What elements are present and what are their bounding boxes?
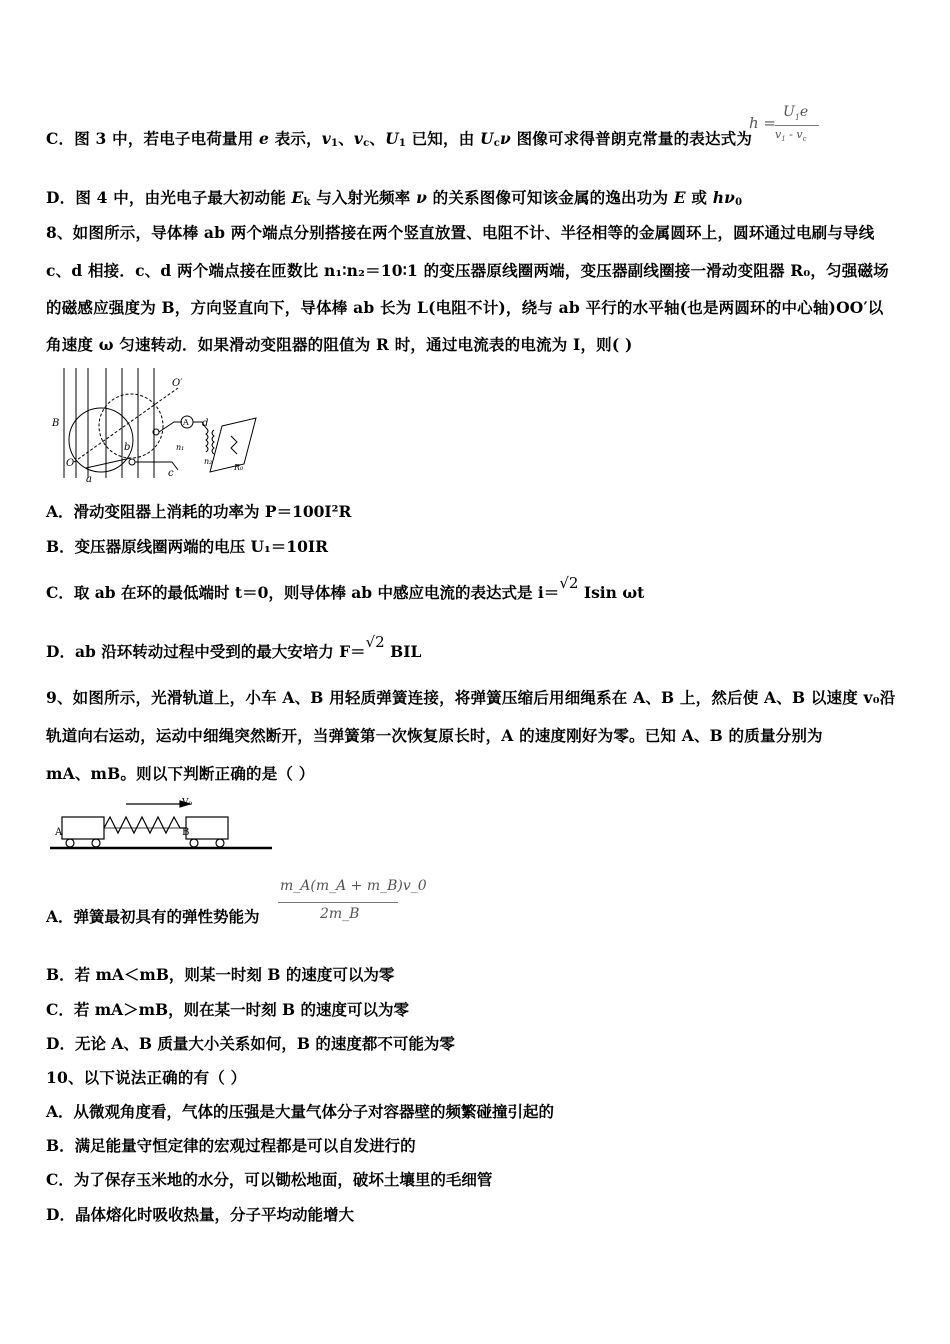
fig-label-o-prime: O′ [172, 378, 183, 389]
q9-stem-line1: 9、如图所示，光滑轨道上，小车 A、B 用轻质弹簧连接，将弹簧压缩后用细绳系在 A、B 上，然后使 A、B 以速度 v₀沿 [46, 688, 896, 707]
q8-stem-line3: 的磁感应强度为 B，方向竖直向下，导体棒 ab 长为 L(电阻不计)，绕与 ab 平行的水平轴(也是两圆环的中心轴)OO′以 [46, 298, 884, 317]
q8-option-d: D．ab 沿环转动过程中受到的最大安培力 F＝√2 BIL [46, 633, 422, 661]
q8-stem-line2: c、d 相接．c、d 两个端点接在匝数比 n₁∶n₂＝10∶1 的变压器原线圈两端，变压器副线圈接一滑动变阻器 R₀，匀强磁场 [46, 261, 889, 280]
q9-carts-figure [50, 795, 275, 853]
fig-label-a: a [86, 474, 92, 485]
fig-label-b-field: B [52, 418, 60, 429]
q10-option-b: B．满足能量守恒定律的宏观过程都是可以自发进行的 [46, 1136, 416, 1155]
planck-formula: h = $U_1e$ $v_1 - v_c$ [749, 104, 829, 150]
fig-label-n2: n₂ [204, 457, 213, 466]
q8-option-b: B．变压器原线圈两端的电压 U₁＝10IR [46, 537, 329, 556]
velocity-label: V₀ [182, 798, 193, 808]
q9-option-b: B．若 mA＜mB，则某一时刻 B 的速度可以为零 [46, 965, 395, 984]
q9-option-d: D．无论 A、B 质量大小关系如何，B 的速度都不可能为零 [46, 1034, 455, 1053]
fig-label-o: O [66, 458, 75, 469]
ammeter-icon: A [183, 418, 189, 427]
fig-label-b: b [124, 442, 131, 453]
q10-option-a: A．从微观角度看，气体的压强是大量气体分子对容器壁的频繁碰撞引起的 [46, 1102, 555, 1121]
q9-option-c: C．若 mA＞mB，则在某一时刻 B 的速度可以为零 [46, 1000, 410, 1019]
q10-option-c: C．为了保存玉米地的水分，可以锄松地面，破坏土壤里的毛细管 [46, 1170, 493, 1189]
q8-stem-line1: 8、如图所示，导体棒 ab 两个端点分别搭接在两个竖直放置、电阻不计、半径相等的金属圆环上，圆环通过电刷与导线 [46, 223, 875, 242]
q10-option-d: D．晶体熔化时吸收热量，分子平均动能增大 [46, 1205, 354, 1224]
q7-option-c: C．图 3 中，若电子电荷量用 e 表示，$v_1$、$v_c$、$U_1$ 已知，由 $U_c\nu$ 图像可求得普朗克常量的表达式为 [46, 129, 753, 149]
q9-stem-line2: 轨道向右运动，运动中细绳突然断开，当弹簧第一次恢复原长时，A 的速度刚好为零。已知 A、B 的质量分别为 [46, 726, 823, 745]
fig-label-n1: n₁ [176, 443, 185, 452]
q8-option-a: A．滑动变阻器上消耗的功率为 P＝100I²R [46, 502, 352, 521]
fig-label-r0: R₀ [234, 463, 244, 472]
q10-stem: 10、以下说法正确的有（ ） [46, 1068, 247, 1087]
fig-label-d: d [202, 418, 209, 429]
q8-circuit-figure [46, 366, 266, 488]
elastic-energy-formula: m_A(m_A + m_B)v_0 2m_B [280, 878, 427, 922]
cart-a-label: A [55, 827, 63, 838]
fig-label-c: c [168, 468, 174, 479]
q9-stem-line3: mA、mB。则以下判断正确的是（ ） [46, 764, 315, 783]
q9-option-a: A．弹簧最初具有的弹性势能为 [46, 907, 260, 926]
q8-stem-line4: 角速度 ω 匀速转动．如果滑动变阻器的阻值为 R 时，通过电流表的电流为 I，则( ) [46, 335, 633, 354]
cart-b-label: B [182, 827, 190, 838]
q8-option-c: C．取 ab 在环的最低端时 t＝0，则导体棒 ab 中感应电流的表达式是 i＝√2 Isin ωt [46, 574, 645, 602]
q7-option-d: D．图 4 中，由光电子最大初动能 $E_k$ 与入射光频率 ν 的关系图像可知该金属的逸出功为 E 或 $h\nu_0$ [46, 188, 743, 208]
